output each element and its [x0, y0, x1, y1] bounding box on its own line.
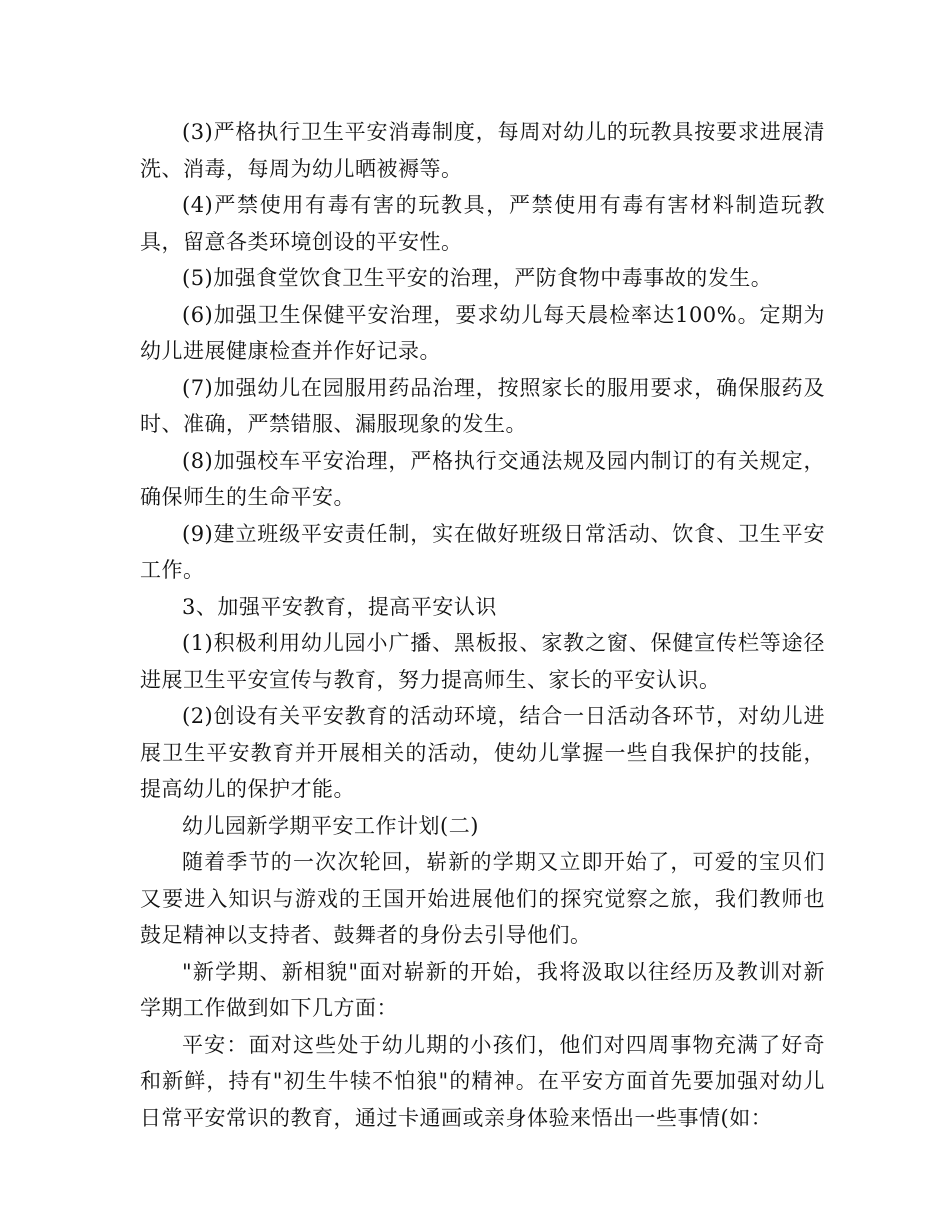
- paragraph-item-6-health-check: (6)加强卫生保健平安治理，要求幼儿每天晨检率达100%。定期为幼儿进展健康检查并作好记录。: [140, 302, 825, 363]
- paragraph-item-2-activities: (2)创设有关平安教育的活动环境，结合一日活动各环节，对幼儿进展卫生平安教育并开展相关的活动，使幼儿掌握一些自我保护的技能，提高幼儿的保护才能。: [140, 704, 825, 801]
- paragraph-intro: 随着季节的一次次轮回，崭新的学期又立即开始了，可爱的宝贝们又要进入知识与游戏的王国开始进展他们的探究觉察之旅，我们教师也鼓足精神以支持者、鼓舞者的身份去引导他们。: [140, 850, 825, 947]
- paragraph-item-4-toys-safety: (4)严禁使用有毒有害的玩教具，严禁使用有毒有害材料制造玩教具，留意各类环境创设的平安性。: [140, 193, 825, 254]
- paragraph-new-term: "新学期、新相貌"面对崭新的开始，我将汲取以往经历及教训对新学期工作做到如下几方面：: [140, 959, 825, 1020]
- section-heading-safety-education: 3、加强平安教育，提高平安认识: [182, 594, 497, 619]
- paragraph-item-5-canteen: (5)加强食堂饮食卫生平安的治理，严防食物中毒事故的发生。: [182, 266, 773, 290]
- section-title-plan-two: 幼儿园新学期平安工作计划(二): [182, 813, 479, 838]
- paragraph-item-1-publicity: (1)积极利用幼儿园小广播、黑板报、家教之窗、保健宣传栏等途径进展卫生平安宣传与教育，努力提高师生、家长的平安认识。: [140, 631, 825, 692]
- paragraph-item-9-class-responsibility: (9)建立班级平安责任制，实在做好班级日常活动、饮食、卫生平安工作。: [140, 521, 825, 582]
- paragraph-item-3-disinfection: (3)严格执行卫生平安消毒制度，每周对幼儿的玩教具按要求进展清洗、消毒，每周为幼儿晒被褥等。: [140, 120, 825, 181]
- paragraph-item-7-medication: (7)加强幼儿在园服用药品治理，按照家长的服用要求，确保服药及时、准确，严禁错服、漏服现象的发生。: [140, 375, 825, 436]
- document-body: [140, 114, 825, 1136]
- paragraph-item-8-school-bus: (8)加强校车平安治理，严格执行交通法规及园内制订的有关规定，确保师生的生命平安。: [140, 448, 825, 509]
- paragraph-safety: 平安：面对这些处于幼儿期的小孩们，他们对四周事物充满了好奇和新鲜，持有"初生牛犊不怕狼"的精神。在平安方面首先要加强对幼儿日常平安常识的教育，通过卡通画或亲身体验来悟出一些事情(如：: [140, 1032, 825, 1130]
